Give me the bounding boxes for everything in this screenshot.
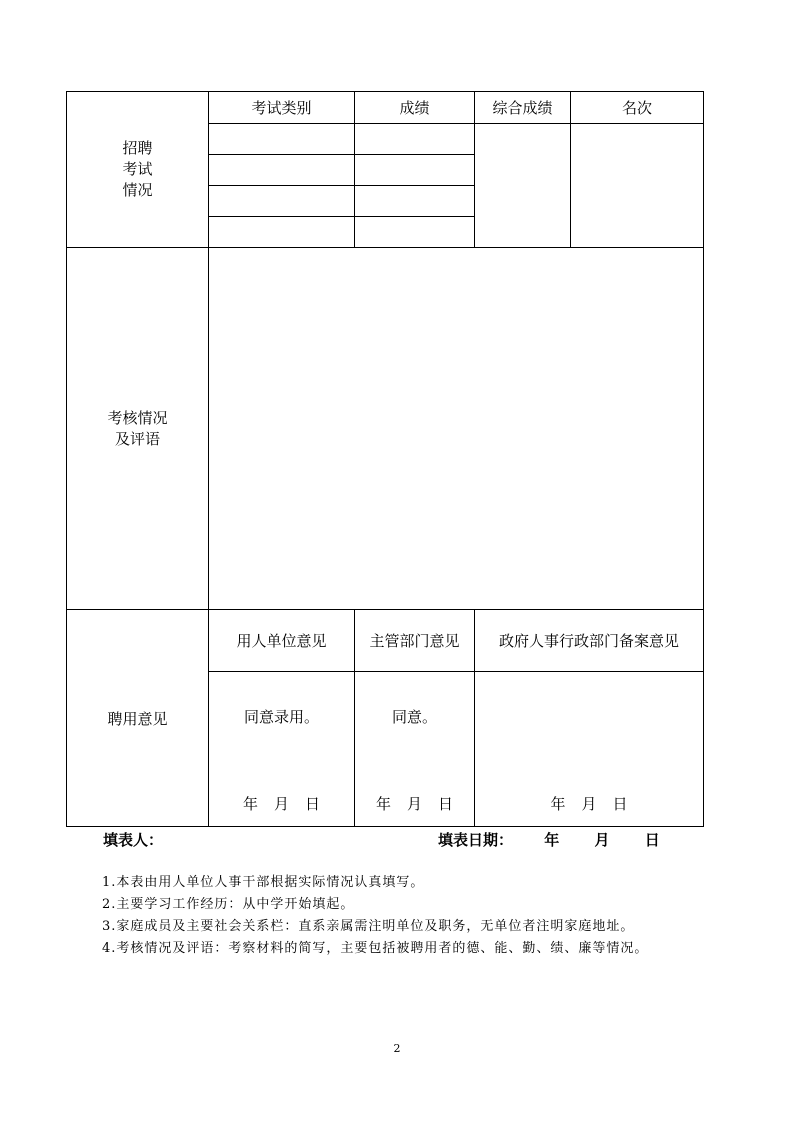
date-day: 日 (438, 795, 454, 813)
employer-date (235, 793, 328, 814)
assessment-label-line: 及评语 (114, 429, 160, 448)
supervisor-date (368, 793, 461, 814)
fill-date-line (438, 829, 660, 850)
date-month: 月 (581, 795, 597, 813)
assessment-label (67, 248, 209, 610)
exam-label-line: 招聘 (122, 139, 153, 157)
date-day: 日 (612, 795, 628, 813)
hiring-opinion-label: 聘用意见 (67, 610, 209, 827)
notes-section (56, 872, 704, 960)
date-day: 日 (305, 795, 321, 813)
date-year: 年 (375, 795, 391, 813)
header-employer-opinion: 用人单位意见 (209, 610, 355, 672)
exam-label-line: 情况 (122, 181, 153, 199)
note-item: 2.主要学习工作经历：从中学开始填起。 (102, 897, 355, 912)
score-cell[interactable] (355, 124, 475, 155)
supervisor-opinion-text: 同意。 (391, 708, 437, 726)
exam-type-cell[interactable] (209, 124, 355, 155)
employer-opinion-cell[interactable] (209, 672, 355, 827)
filler-label: 填表人： (103, 831, 164, 849)
date-month: 月 (406, 795, 422, 813)
rank-cell[interactable] (571, 124, 704, 248)
date-year: 年 (550, 795, 566, 813)
date-year: 年 (242, 795, 258, 813)
recruitment-form-table (66, 91, 704, 827)
assessment-label-line: 考核情况 (107, 408, 168, 427)
fill-date-day: 日 (644, 831, 660, 849)
exam-section-label (67, 92, 209, 248)
header-supervisor-opinion: 主管部门意见 (355, 610, 475, 672)
date-month: 月 (273, 795, 289, 813)
header-composite-score: 综合成绩 (475, 92, 571, 124)
supervisor-opinion-cell[interactable] (355, 672, 475, 827)
exam-type-cell[interactable] (209, 217, 355, 248)
fill-date-month: 月 (594, 831, 610, 849)
header-exam-type: 考试类别 (209, 92, 355, 124)
exam-label-line: 考试 (122, 160, 153, 178)
fill-date-label: 填表日期： (438, 831, 514, 849)
score-cell[interactable] (355, 217, 475, 248)
header-score: 成绩 (355, 92, 475, 124)
exam-type-cell[interactable] (209, 155, 355, 186)
fill-date-year: 年 (544, 831, 560, 849)
score-cell[interactable] (355, 186, 475, 217)
assessment-content-cell[interactable] (209, 248, 704, 610)
note-item: 1.本表由用人单位人事干部根据实际情况认真填写。 (102, 875, 425, 890)
employer-opinion-text: 同意录用。 (243, 708, 319, 726)
composite-score-cell[interactable] (475, 124, 571, 248)
page-number: 2 (393, 1042, 401, 1055)
header-government-opinion: 政府人事行政部门备案意见 (475, 610, 704, 672)
government-date (542, 793, 635, 814)
header-rank: 名次 (571, 92, 704, 124)
exam-type-cell[interactable] (209, 186, 355, 217)
score-cell[interactable] (355, 155, 475, 186)
note-item: 4.考核情况及评语：考察材料的简写，主要包括被聘用者的德、能、勤、绩、廉等情况。 (102, 941, 649, 956)
note-item: 3.家庭成员及主要社会关系栏：直系亲属需注明单位及职务，无单位者注明家庭地址。 (102, 919, 635, 934)
government-opinion-cell[interactable] (475, 672, 704, 827)
